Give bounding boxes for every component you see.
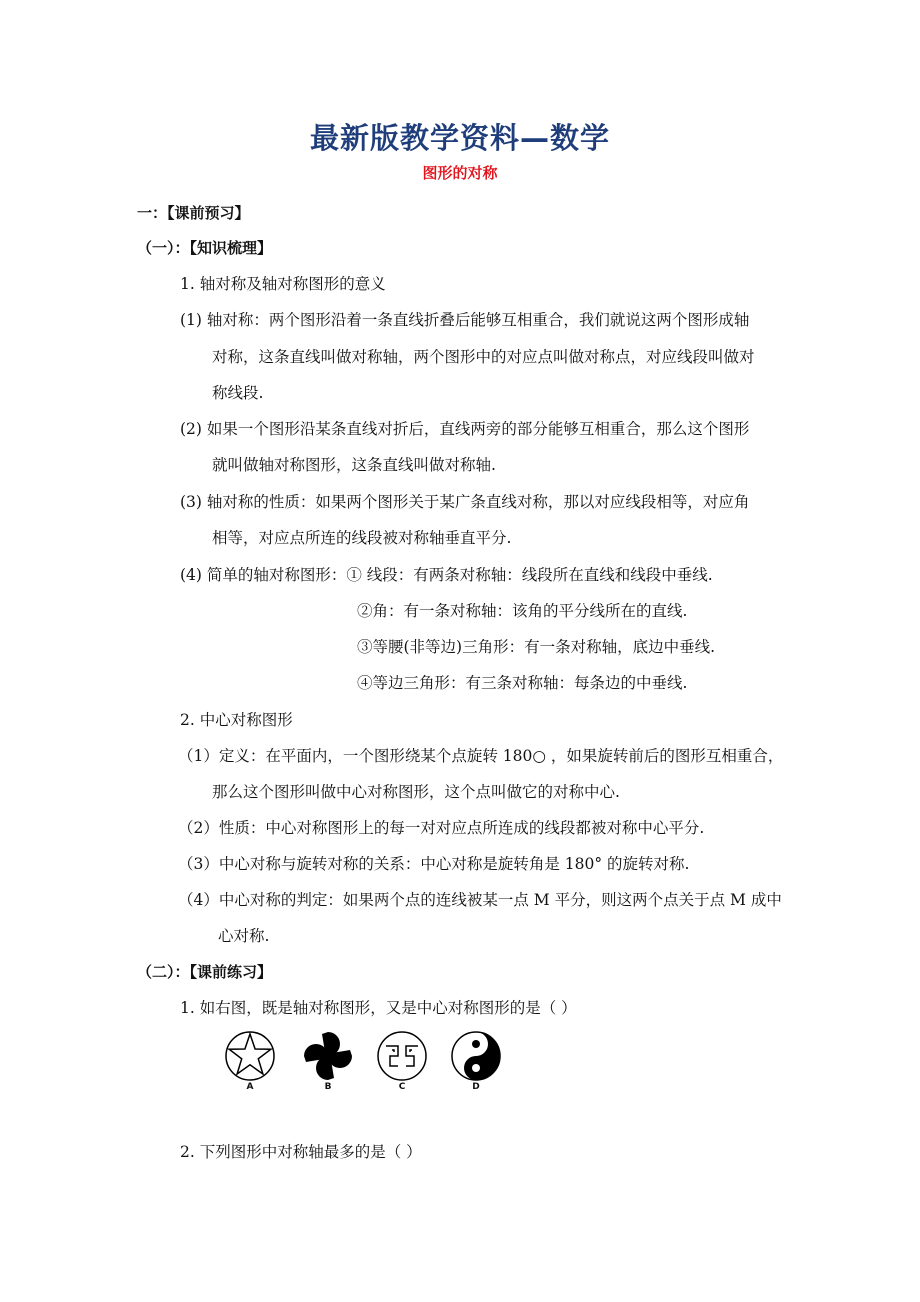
figure-a-label: A — [246, 1082, 254, 1092]
item2-p4-line2: 心对称. — [218, 927, 270, 945]
item2-p4-line1: （4）中心对称的判定：如果两个点的连线被某一点 M 平分，则这两个点关于点 M 成中 — [178, 891, 782, 909]
figure-c-pattern-in-circle — [374, 1030, 430, 1082]
page-subtitle: 图形的对称 — [422, 164, 498, 182]
question-1: 1. 如右图，既是轴对称图形，又是中心对称图形的是（ ） — [180, 999, 577, 1017]
item1-p2-line2: 就叫做轴对称图形，这条直线叫做对称轴. — [212, 456, 496, 474]
item2-p1-line1: （1）定义：在平面内，一个图形绕某个点旋转 180○ ，如果旋转前后的图形互相重合， — [178, 747, 784, 765]
subsection-heading-knowledge: （一）：【知识梳理】 — [137, 239, 273, 257]
item1-p4-line4: ④等边三角形：有三条对称轴：每条边的中垂线. — [357, 674, 688, 692]
item1-p4-line1: (4) 简单的轴对称图形：① 线段：有两条对称轴：线段所在直线和线段中垂线. — [180, 566, 713, 584]
item1-p3-line1: (3) 轴对称的性质：如果两个图形关于某广条直线对称，那以对应线段相等，对应角 — [180, 493, 750, 511]
item1-p3-line2: 相等，对应点所连的线段被对称轴垂直平分. — [212, 529, 512, 547]
figure-d-yin-yang — [448, 1030, 504, 1082]
subsection-heading-practice: （二）：【课前练习】 — [137, 963, 273, 981]
figure-b-pinwheel — [300, 1030, 356, 1082]
question-1-figures — [222, 1030, 512, 1094]
question-2: 2. 下列图形中对称轴最多的是（ ） — [180, 1143, 422, 1161]
page-title: 最新版教学资料—数学 — [309, 121, 610, 155]
figure-a-star-in-circle — [222, 1030, 278, 1082]
item2-p3: （3）中心对称与旋转对称的关系：中心对称是旋转角是 180° 的旋转对称. — [178, 855, 690, 873]
item1-p1-line1: (1) 轴对称：两个图形沿着一条直线折叠后能够互相重合，我们就说这两个图形成轴 — [180, 311, 750, 329]
item1-p2-line1: (2) 如果一个图形沿某条直线对折后，直线两旁的部分能够互相重合，那么这个图形 — [180, 420, 750, 438]
section-heading-preview: 一：【课前预习】 — [137, 204, 250, 222]
figure-c-label: C — [398, 1082, 406, 1092]
figure-b-label: B — [324, 1082, 332, 1092]
item1-p1-line2: 对称，这条直线叫做对称轴，两个图形中的对应点叫做对称点，对应线段叫做对 — [212, 348, 755, 366]
item2-title: 2. 中心对称图形 — [180, 711, 293, 729]
item1-p4-line3: ③等腰(非等边)三角形：有一条对称轴，底边中垂线. — [357, 638, 716, 656]
item1-title: 1. 轴对称及轴对称图形的意义 — [180, 275, 386, 293]
item1-p1-line3: 称线段. — [212, 384, 264, 402]
item2-p1-line2: 那么这个图形叫做中心对称图形，这个点叫做它的对称中心. — [212, 783, 620, 801]
item2-p2: （2）性质：中心对称图形上的每一对对应点所连成的线段都被对称中心平分. — [178, 819, 705, 837]
item1-p4-line2: ②角：有一条对称轴：该角的平分线所在的直线. — [357, 602, 688, 620]
figure-d-label: D — [472, 1082, 480, 1092]
